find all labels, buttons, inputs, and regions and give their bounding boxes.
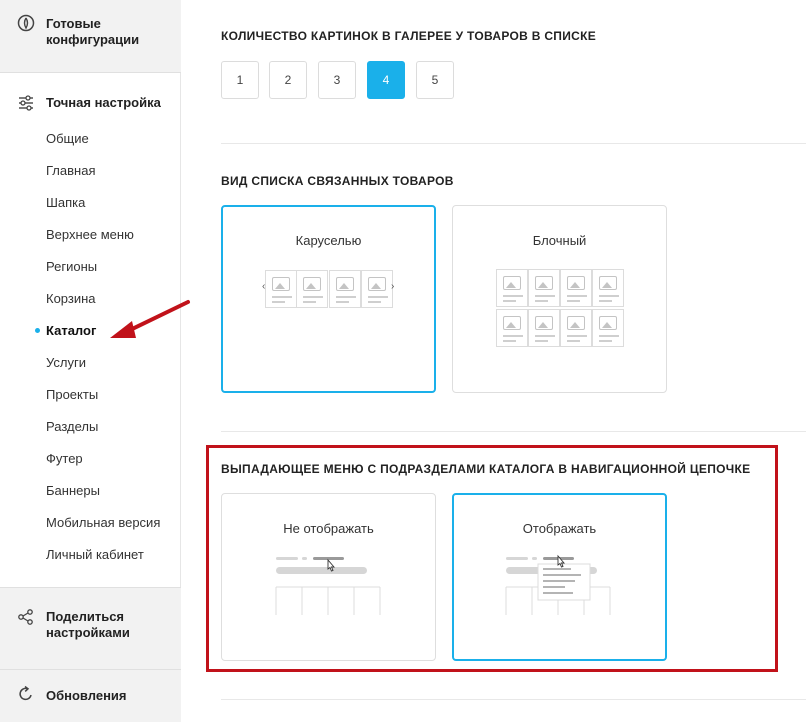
section-divider [221,431,806,432]
related-view-title: ВИД СПИСКА СВЯЗАННЫХ ТОВАРОВ [221,174,454,188]
breadcrumb-menu-hide-card[interactable] [221,493,436,661]
sidebar-item-catalog[interactable]: Каталог [46,323,97,338]
breadcrumb-menu-title: ВЫПАДАЮЩЕЕ МЕНЮ С ПОДРАЗДЕЛАМИ КАТАЛОГА В НАВИГАЦИОННОЙ ЦЕПОЧКЕ [221,462,751,476]
red-arrow-annotation [108,298,192,344]
block-option-label: Блочный [532,233,587,248]
sidebar-item-home[interactable]: Главная [46,163,96,178]
show-option-label: Отображать [522,521,597,536]
sidebar-share-settings[interactable] [0,587,181,669]
breadcrumb-preview-shown [502,552,622,618]
breadcrumb-preview-hidden [272,552,392,618]
config-icon [17,14,35,32]
chevron-right-icon: › [391,281,395,292]
carousel-option-label: Каруселью [295,233,362,248]
settings-sidebar [0,0,181,722]
sliders-icon [17,94,35,112]
hide-option-label: Не отображать [283,521,374,536]
sidebar-item-header[interactable]: Шапка [46,195,86,210]
gallery-count-title: КОЛИЧЕСТВО КАРТИНОК В ГАЛЕРЕЕ У ТОВАРОВ В СПИСКЕ [221,29,597,43]
gallery-count-option-1[interactable]: 1 [221,61,259,99]
sidebar-item-account[interactable]: Личный кабинет [46,547,144,562]
sidebar-share-label: Поделиться настройками [46,609,130,640]
gallery-count-option-3[interactable]: 3 [318,61,356,99]
share-icon [17,608,35,626]
sidebar-item-sections[interactable]: Разделы [46,419,99,434]
gallery-count-option-2[interactable]: 2 [269,61,307,99]
sidebar-item-top-menu[interactable]: Верхнее меню [46,227,134,242]
gallery-count-option-4[interactable]: 4 [367,61,405,99]
sidebar-item-banners[interactable]: Баннеры [46,483,100,498]
sidebar-item-projects[interactable]: Проекты [46,387,99,402]
section-divider [221,699,806,700]
sidebar-item-services[interactable]: Услуги [46,355,86,370]
section-divider [221,143,806,144]
sidebar-item-general[interactable]: Общие [46,131,89,146]
sidebar-item-mobile[interactable]: Мобильная версия [46,515,161,530]
active-indicator [35,328,40,333]
chevron-left-icon: ‹ [262,281,266,292]
sidebar-updates-label: Обновления [46,688,127,703]
related-view-carousel-card[interactable] [221,205,436,393]
sidebar-updates[interactable] [0,669,181,722]
sidebar-item-regions[interactable]: Регионы [46,259,98,274]
gallery-count-option-5[interactable]: 5 [416,61,454,99]
sidebar-item-cart[interactable]: Корзина [46,291,96,306]
sidebar-item-footer[interactable]: Футер [46,451,83,466]
sidebar-ready-configs[interactable] [0,0,181,73]
sidebar-fine-tune[interactable]: Точная настройка [46,95,161,110]
update-icon [17,685,35,703]
related-view-block-card[interactable] [452,205,667,393]
breadcrumb-menu-show-card[interactable] [452,493,667,661]
sidebar-ready-configs-label: Готовые конфигурации [46,16,140,47]
